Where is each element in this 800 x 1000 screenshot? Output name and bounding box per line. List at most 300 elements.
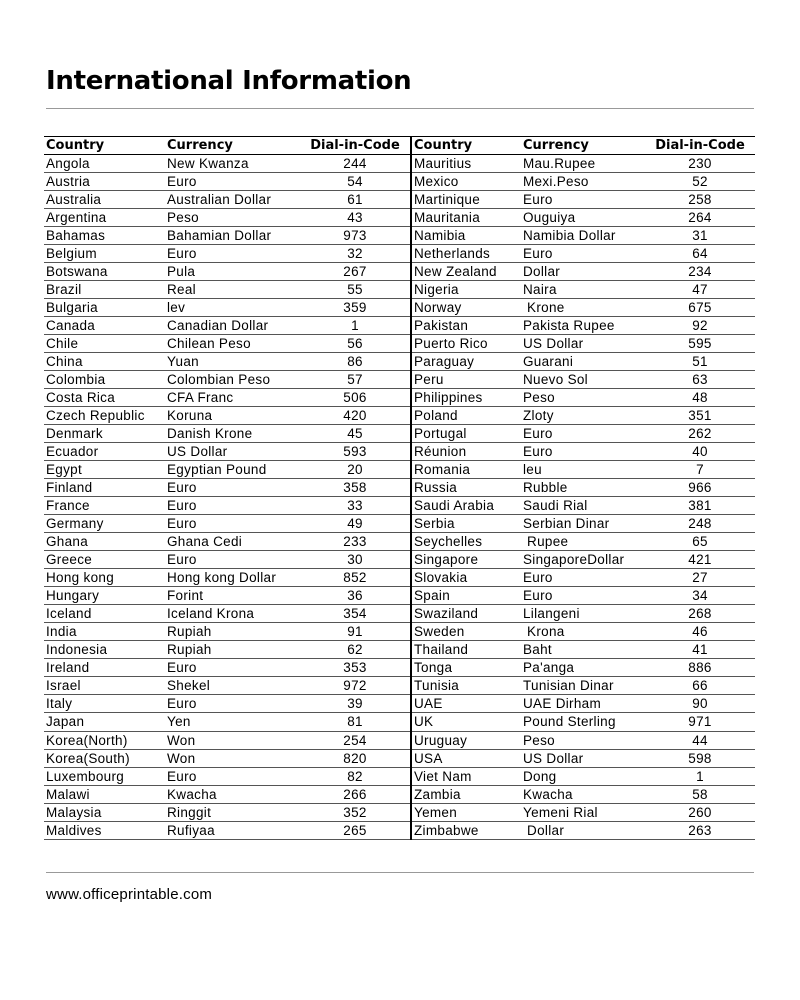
dial-in-code-cell: 598 [645, 749, 755, 767]
country-cell: Hong kong [44, 569, 165, 587]
dial-in-code-cell: 973 [300, 227, 410, 245]
dial-in-code-cell: 351 [645, 407, 755, 425]
dial-in-code-cell: 20 [300, 461, 410, 479]
country-cell: France [44, 497, 165, 515]
dial-in-code-cell: 265 [300, 821, 410, 839]
dial-in-code-cell: 62 [300, 641, 410, 659]
dial-in-code-cell: 262 [645, 425, 755, 443]
table-row [411, 695, 755, 713]
country-cell: Saudi Arabia [411, 497, 521, 515]
currency-cell: SingaporeDollar [521, 551, 645, 569]
dial-in-code-cell: 359 [300, 299, 410, 317]
table-row [411, 155, 755, 173]
table-row [44, 713, 410, 731]
table-row [44, 785, 410, 803]
currency-cell: Euro [165, 173, 300, 191]
currency-cell: Colombian Peso [165, 371, 300, 389]
dial-in-code-cell: 82 [300, 767, 410, 785]
country-cell: Réunion [411, 443, 521, 461]
table-row [44, 569, 410, 587]
currency-cell: Mexi.Peso [521, 173, 645, 191]
currency-cell: Serbian Dinar [521, 515, 645, 533]
dial-in-code-cell: 65 [645, 533, 755, 551]
column-header-country: Country [411, 137, 521, 155]
currency-cell: Naira [521, 281, 645, 299]
currency-cell: New Kwanza [165, 155, 300, 173]
dial-in-code-cell: 267 [300, 263, 410, 281]
country-cell: Seychelles [411, 533, 521, 551]
currency-cell: Danish Krone [165, 425, 300, 443]
country-cell: Paraguay [411, 353, 521, 371]
country-cell: Singapore [411, 551, 521, 569]
dial-in-code-cell: 1 [300, 317, 410, 335]
country-cell: Botswana [44, 263, 165, 281]
table-row [411, 245, 755, 263]
country-cell: Pakistan [411, 317, 521, 335]
country-cell: Namibia [411, 227, 521, 245]
table-row [411, 749, 755, 767]
table-row [411, 659, 755, 677]
country-cell: Spain [411, 587, 521, 605]
dial-in-code-cell: 90 [645, 695, 755, 713]
currency-cell: Rubble [521, 479, 645, 497]
country-cell: Australia [44, 191, 165, 209]
currency-cell: Pound Sterling [521, 713, 645, 731]
dial-in-code-cell: 57 [300, 371, 410, 389]
country-cell: Puerto Rico [411, 335, 521, 353]
table-row [44, 479, 410, 497]
country-cell: Colombia [44, 371, 165, 389]
currency-cell: CFA Franc [165, 389, 300, 407]
currency-cell: Peso [521, 731, 645, 749]
currency-cell: Won [165, 731, 300, 749]
table-row [411, 479, 755, 497]
country-cell: Nigeria [411, 281, 521, 299]
table-row [44, 695, 410, 713]
currency-cell: Euro [165, 479, 300, 497]
dial-in-code-cell: 230 [645, 155, 755, 173]
footer-url: www.officeprintable.com [46, 886, 213, 903]
dial-in-code-cell: 91 [300, 623, 410, 641]
country-cell: UK [411, 713, 521, 731]
dial-in-code-cell: 66 [645, 677, 755, 695]
currency-cell: US Dollar [521, 335, 645, 353]
currency-cell: Baht [521, 641, 645, 659]
table-row [411, 173, 755, 191]
currency-cell: Krona [521, 623, 645, 641]
country-cell: Hungary [44, 587, 165, 605]
currency-cell: Mau.Rupee [521, 155, 645, 173]
currency-cell: Euro [165, 551, 300, 569]
dial-in-code-cell: 886 [645, 659, 755, 677]
country-cell: Malawi [44, 785, 165, 803]
dial-in-code-cell: 61 [300, 191, 410, 209]
table-row [411, 785, 755, 803]
currency-cell: Ouguiya [521, 209, 645, 227]
table-row [44, 209, 410, 227]
dial-in-code-cell: 43 [300, 209, 410, 227]
table-row [44, 551, 410, 569]
country-cell: Egypt [44, 461, 165, 479]
dial-in-code-cell: 31 [645, 227, 755, 245]
country-cell: USA [411, 749, 521, 767]
table-row [411, 533, 755, 551]
page-title: International Information [46, 66, 412, 96]
country-cell: Thailand [411, 641, 521, 659]
country-cell: Philippines [411, 389, 521, 407]
dial-in-code-cell: 248 [645, 515, 755, 533]
dial-in-code-cell: 595 [645, 335, 755, 353]
country-cell: Slovakia [411, 569, 521, 587]
table-row [411, 281, 755, 299]
table-row [44, 155, 410, 173]
dial-in-code-cell: 352 [300, 803, 410, 821]
country-cell: Belgium [44, 245, 165, 263]
table-row [411, 731, 755, 749]
currency-cell: Dollar [521, 821, 645, 839]
country-cell: Malaysia [44, 803, 165, 821]
currency-cell: Bahamian Dollar [165, 227, 300, 245]
currency-cell: Won [165, 749, 300, 767]
table-row [411, 587, 755, 605]
dial-in-code-cell: 244 [300, 155, 410, 173]
dial-in-code-cell: 86 [300, 353, 410, 371]
table-row [44, 281, 410, 299]
currency-cell: Forint [165, 587, 300, 605]
dial-in-code-cell: 63 [645, 371, 755, 389]
dial-in-code-cell: 233 [300, 533, 410, 551]
country-cell: Bulgaria [44, 299, 165, 317]
currency-cell: Pa'anga [521, 659, 645, 677]
dial-in-code-cell: 258 [645, 191, 755, 209]
country-cell: Costa Rica [44, 389, 165, 407]
table-row [411, 641, 755, 659]
country-cell: Poland [411, 407, 521, 425]
table-row [44, 425, 410, 443]
table-row [44, 263, 410, 281]
country-cell: Mauritius [411, 155, 521, 173]
dial-in-code-cell: 56 [300, 335, 410, 353]
currency-cell: Rupee [521, 533, 645, 551]
country-cell: Finland [44, 479, 165, 497]
bottom-divider [46, 872, 754, 873]
currency-cell: Rufiyaa [165, 821, 300, 839]
currency-cell: Hong kong Dollar [165, 569, 300, 587]
country-cell: Argentina [44, 209, 165, 227]
country-cell: New Zealand [411, 263, 521, 281]
currency-cell: US Dollar [165, 443, 300, 461]
currency-cell: Euro [521, 569, 645, 587]
table-row [411, 767, 755, 785]
currency-cell: Dollar [521, 263, 645, 281]
table-row [44, 767, 410, 785]
table-row [411, 317, 755, 335]
table-row [411, 461, 755, 479]
table-row [411, 515, 755, 533]
table-row [411, 713, 755, 731]
country-cell: Korea(South) [44, 749, 165, 767]
currency-cell: Krone [521, 299, 645, 317]
dial-in-code-cell: 47 [645, 281, 755, 299]
dial-in-code-cell: 266 [300, 785, 410, 803]
dial-in-code-cell: 820 [300, 749, 410, 767]
column-header-dial-in-code: Dial-in-Code [300, 137, 410, 155]
currency-cell: Yen [165, 713, 300, 731]
dial-in-code-cell: 30 [300, 551, 410, 569]
table-row [44, 245, 410, 263]
currency-cell: leu [521, 461, 645, 479]
dial-in-code-cell: 421 [645, 551, 755, 569]
table-row [411, 677, 755, 695]
table-row [411, 335, 755, 353]
country-cell: Greece [44, 551, 165, 569]
country-cell: Luxembourg [44, 767, 165, 785]
table-row [44, 389, 410, 407]
dial-in-code-cell: 33 [300, 497, 410, 515]
dial-in-code-cell: 58 [645, 785, 755, 803]
currency-cell: Yuan [165, 353, 300, 371]
currency-cell: Kwacha [521, 785, 645, 803]
currency-cell: Guarani [521, 353, 645, 371]
dial-in-code-cell: 593 [300, 443, 410, 461]
dial-in-code-cell: 40 [645, 443, 755, 461]
dial-in-code-cell: 675 [645, 299, 755, 317]
column-header-dial-in-code: Dial-in-Code [645, 137, 755, 155]
currency-cell: Peso [165, 209, 300, 227]
dial-in-code-cell: 51 [645, 353, 755, 371]
dial-in-code-cell: 36 [300, 587, 410, 605]
table-row [44, 191, 410, 209]
currency-cell: Euro [521, 443, 645, 461]
currency-cell: Euro [521, 191, 645, 209]
dial-in-code-cell: 64 [645, 245, 755, 263]
dial-in-code-cell: 45 [300, 425, 410, 443]
country-cell: Sweden [411, 623, 521, 641]
currency-cell: Rupiah [165, 641, 300, 659]
top-divider [46, 108, 754, 109]
currency-cell: Chilean Peso [165, 335, 300, 353]
table-row [44, 317, 410, 335]
table-row [411, 299, 755, 317]
country-cell: Brazil [44, 281, 165, 299]
country-cell: Uruguay [411, 731, 521, 749]
table-row [44, 623, 410, 641]
table-row [44, 803, 410, 821]
dial-in-code-cell: 44 [645, 731, 755, 749]
table-header-row [411, 137, 755, 155]
table-row [44, 677, 410, 695]
country-cell: Swaziland [411, 605, 521, 623]
currency-cell: Euro [165, 245, 300, 263]
currency-cell: lev [165, 299, 300, 317]
currency-cell: Ringgit [165, 803, 300, 821]
currency-cell: Euro [165, 515, 300, 533]
table-row [411, 389, 755, 407]
table-row [411, 263, 755, 281]
table-row [44, 461, 410, 479]
table-row [411, 371, 755, 389]
table-header-row [44, 137, 410, 155]
country-cell: Denmark [44, 425, 165, 443]
table-row [44, 227, 410, 245]
table-row [44, 731, 410, 749]
currency-cell: Nuevo Sol [521, 371, 645, 389]
table-row [411, 407, 755, 425]
currency-cell: Namibia Dollar [521, 227, 645, 245]
table-row [44, 353, 410, 371]
dial-in-code-cell: 92 [645, 317, 755, 335]
currency-cell: Peso [521, 389, 645, 407]
dial-in-code-cell: 254 [300, 731, 410, 749]
currency-cell: Tunisian Dinar [521, 677, 645, 695]
table-row [44, 641, 410, 659]
dial-in-code-cell: 7 [645, 461, 755, 479]
country-cell: Maldives [44, 821, 165, 839]
country-cell: Iceland [44, 605, 165, 623]
table-row [44, 371, 410, 389]
country-cell: Zambia [411, 785, 521, 803]
country-cell: Ecuador [44, 443, 165, 461]
table-row [411, 443, 755, 461]
country-cell: Chile [44, 335, 165, 353]
table-row [44, 443, 410, 461]
table-row [411, 551, 755, 569]
dial-in-code-cell: 420 [300, 407, 410, 425]
country-cell: Yemen [411, 803, 521, 821]
country-cell: Viet Nam [411, 767, 521, 785]
dial-in-code-cell: 966 [645, 479, 755, 497]
dial-in-code-cell: 1 [645, 767, 755, 785]
country-cell: India [44, 623, 165, 641]
country-cell: Serbia [411, 515, 521, 533]
currency-cell: Iceland Krona [165, 605, 300, 623]
currency-cell: Euro [521, 425, 645, 443]
table-row [411, 605, 755, 623]
currency-cell: Euro [521, 245, 645, 263]
dial-in-code-cell: 48 [645, 389, 755, 407]
table-row [411, 497, 755, 515]
table-row [44, 605, 410, 623]
currency-cell: Koruna [165, 407, 300, 425]
dial-in-code-cell: 39 [300, 695, 410, 713]
currency-cell: US Dollar [521, 749, 645, 767]
country-cell: Zimbabwe [411, 821, 521, 839]
country-cell: Ghana [44, 533, 165, 551]
currency-cell: Euro [165, 767, 300, 785]
currency-cell: Canadian Dollar [165, 317, 300, 335]
dial-in-code-cell: 52 [645, 173, 755, 191]
country-cell: Czech Republic [44, 407, 165, 425]
country-tables [44, 136, 754, 840]
dial-in-code-cell: 354 [300, 605, 410, 623]
table-row [411, 425, 755, 443]
table-row [44, 533, 410, 551]
country-table-right [410, 136, 755, 840]
table-row [44, 335, 410, 353]
table-row [44, 659, 410, 677]
dial-in-code-cell: 55 [300, 281, 410, 299]
dial-in-code-cell: 260 [645, 803, 755, 821]
currency-cell: Kwacha [165, 785, 300, 803]
currency-cell: Ghana Cedi [165, 533, 300, 551]
country-cell: Japan [44, 713, 165, 731]
dial-in-code-cell: 852 [300, 569, 410, 587]
country-cell: Portugal [411, 425, 521, 443]
currency-cell: Euro [165, 497, 300, 515]
table-row [44, 821, 410, 839]
country-cell: Bahamas [44, 227, 165, 245]
dial-in-code-cell: 358 [300, 479, 410, 497]
dial-in-code-cell: 34 [645, 587, 755, 605]
dial-in-code-cell: 234 [645, 263, 755, 281]
column-header-currency: Currency [521, 137, 645, 155]
dial-in-code-cell: 381 [645, 497, 755, 515]
table-body-left [44, 155, 410, 840]
dial-in-code-cell: 32 [300, 245, 410, 263]
country-cell: Netherlands [411, 245, 521, 263]
dial-in-code-cell: 268 [645, 605, 755, 623]
dial-in-code-cell: 506 [300, 389, 410, 407]
table-row [44, 515, 410, 533]
dial-in-code-cell: 54 [300, 173, 410, 191]
country-cell: Russia [411, 479, 521, 497]
dial-in-code-cell: 971 [645, 713, 755, 731]
currency-cell: Egyptian Pound [165, 461, 300, 479]
currency-cell: Euro [165, 659, 300, 677]
country-cell: Romania [411, 461, 521, 479]
currency-cell: Lilangeni [521, 605, 645, 623]
country-cell: Tonga [411, 659, 521, 677]
country-cell: Canada [44, 317, 165, 335]
currency-cell: Yemeni Rial [521, 803, 645, 821]
country-cell: Germany [44, 515, 165, 533]
dial-in-code-cell: 81 [300, 713, 410, 731]
table-row [44, 749, 410, 767]
table-row [411, 569, 755, 587]
table-row [411, 227, 755, 245]
country-cell: Ireland [44, 659, 165, 677]
column-header-currency: Currency [165, 137, 300, 155]
country-cell: Mauritania [411, 209, 521, 227]
currency-cell: Euro [165, 695, 300, 713]
country-cell: Korea(North) [44, 731, 165, 749]
table-row [44, 407, 410, 425]
currency-cell: Saudi Rial [521, 497, 645, 515]
currency-cell: Pakista Rupee [521, 317, 645, 335]
currency-cell: Shekel [165, 677, 300, 695]
column-header-country: Country [44, 137, 165, 155]
dial-in-code-cell: 41 [645, 641, 755, 659]
country-cell: Martinique [411, 191, 521, 209]
dial-in-code-cell: 46 [645, 623, 755, 641]
table-row [411, 803, 755, 821]
country-cell: Italy [44, 695, 165, 713]
table-row [411, 821, 755, 839]
currency-cell: Euro [521, 587, 645, 605]
dial-in-code-cell: 263 [645, 821, 755, 839]
currency-cell: Dong [521, 767, 645, 785]
table-row [44, 299, 410, 317]
country-cell: Israel [44, 677, 165, 695]
table-row [411, 191, 755, 209]
currency-cell: UAE Dirham [521, 695, 645, 713]
country-cell: Angola [44, 155, 165, 173]
currency-cell: Real [165, 281, 300, 299]
table-row [44, 587, 410, 605]
dial-in-code-cell: 264 [645, 209, 755, 227]
dial-in-code-cell: 972 [300, 677, 410, 695]
currency-cell: Australian Dollar [165, 191, 300, 209]
